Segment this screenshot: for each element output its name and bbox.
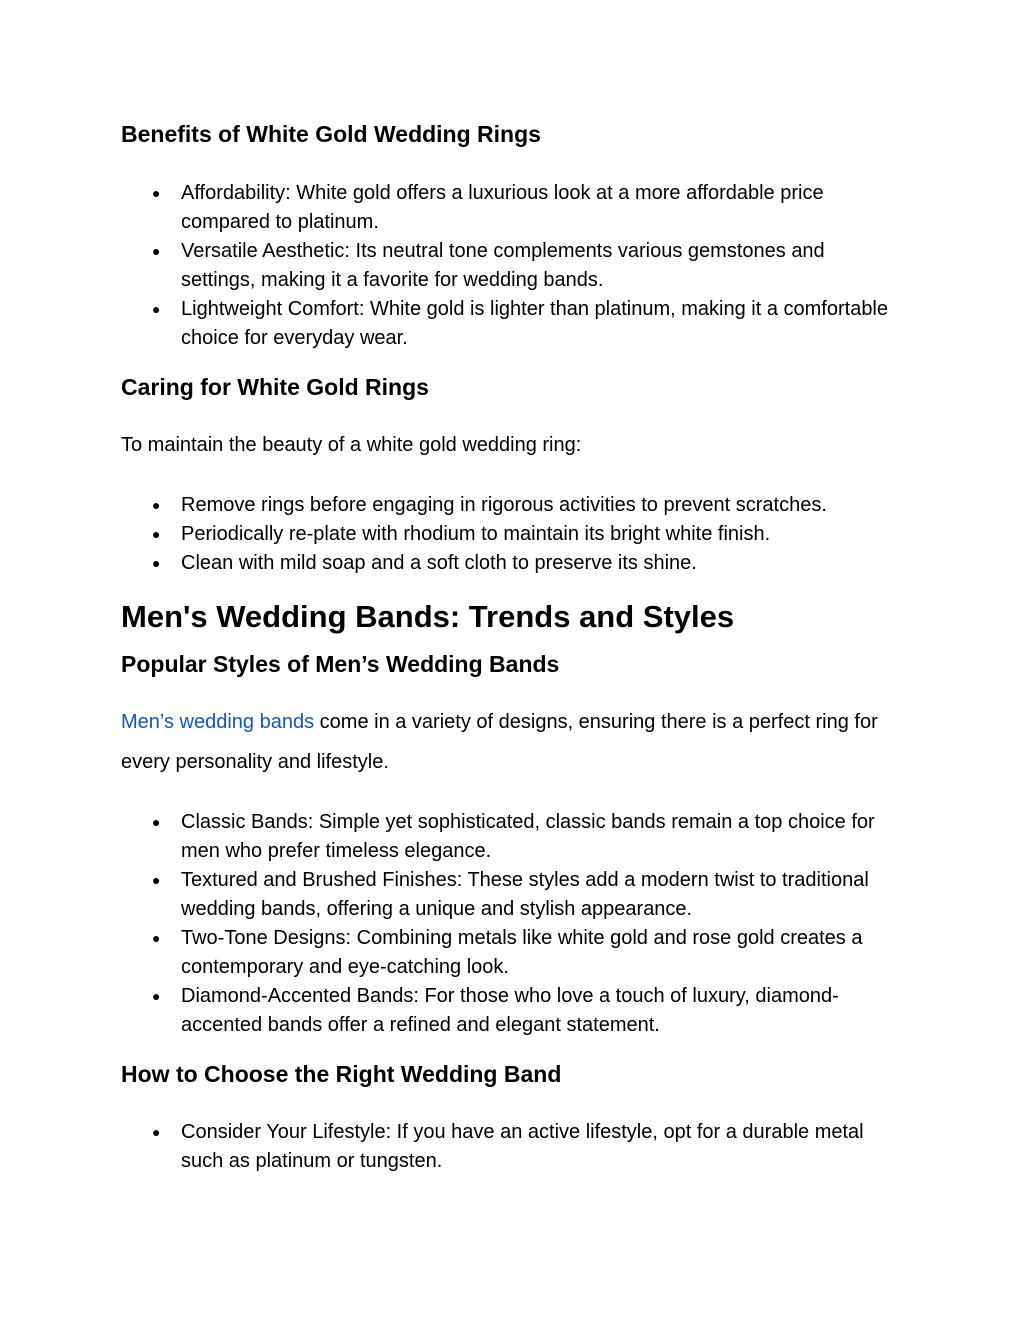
list-item: ● Periodically re-plate with rhodium to maintain its bright white finish.: [121, 520, 901, 549]
bullet-icon: ●: [152, 526, 161, 542]
choose-list: [121, 1118, 901, 1176]
list-item: ● Affordability: White gold offers a luxurious look at a more affordable price compared to platinum.: [121, 179, 901, 237]
caring-list: [121, 491, 901, 578]
choose-heading: How to Choose the Right Wedding Band: [121, 1061, 562, 1087]
bullet-icon: ●: [152, 814, 161, 830]
list-item: ● Versatile Aesthetic: Its neutral tone complements various gemstones and settings, making it a favorite for wedding bands.: [121, 237, 901, 295]
caring-intro: To maintain the beauty of a white gold wedding ring:: [121, 434, 582, 456]
bullet-icon: ●: [152, 185, 161, 201]
list-item: ● Two-Tone Designs: Combining metals like white gold and rose gold creates a contemporary and eye-catching look.: [121, 924, 901, 982]
bullet-icon: ●: [152, 988, 161, 1004]
bullet-icon: ●: [152, 243, 161, 259]
list-item: ● Lightweight Comfort: White gold is lighter than platinum, making it a comfortable choice for everyday wear.: [121, 295, 901, 353]
benefits-list: [121, 179, 901, 353]
mens-wedding-bands-link[interactable]: Men’s wedding bands: [121, 711, 315, 733]
bullet-icon: ●: [152, 555, 161, 571]
bullet-icon: ●: [152, 872, 161, 888]
bullet-icon: ●: [152, 930, 161, 946]
bullet-icon: ●: [152, 1124, 161, 1140]
bullet-icon: ●: [152, 497, 161, 513]
popular-styles-heading: Popular Styles of Men’s Wedding Bands: [121, 651, 560, 677]
mens-intro: Men’s wedding bands come in a variety of designs, ensuring there is a perfect ring for every personality and lifestyle.: [121, 711, 878, 773]
list-item: ● Clean with mild soap and a soft cloth to preserve its shine.: [121, 549, 901, 578]
mens-styles-list: [121, 808, 901, 1040]
list-item: ● Classic Bands: Simple yet sophisticated, classic bands remain a top choice for men who prefer timeless elegance.: [121, 808, 901, 866]
list-item: ● Consider Your Lifestyle: If you have an active lifestyle, opt for a durable metal such as platinum or tungsten.: [121, 1118, 901, 1176]
bullet-icon: ●: [152, 301, 161, 317]
list-item: ● Textured and Brushed Finishes: These styles add a modern twist to traditional wedding bands, offering a unique and stylish appearance.: [121, 866, 901, 924]
caring-heading: Caring for White Gold Rings: [121, 374, 429, 400]
list-item: ● Diamond-Accented Bands: For those who love a touch of luxury, diamond-accented bands offer a refined and elegant statement.: [121, 982, 901, 1040]
benefits-heading: Benefits of White Gold Wedding Rings: [121, 121, 541, 147]
mens-bands-title: Men's Wedding Bands: Trends and Styles: [121, 599, 735, 634]
list-item: ● Remove rings before engaging in rigorous activities to prevent scratches.: [121, 491, 901, 520]
